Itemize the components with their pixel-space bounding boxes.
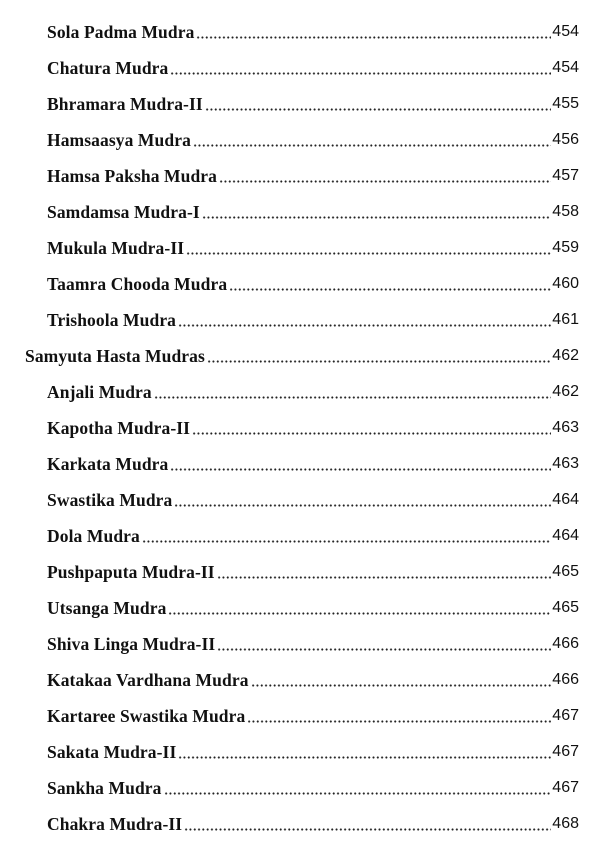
dot-leader: [170, 61, 551, 75]
toc-entry-title: Sola Padma Mudra: [47, 21, 195, 42]
toc-entry[interactable]: [47, 734, 579, 770]
toc-section-entry[interactable]: [25, 338, 579, 374]
toc-entry-page: 455: [552, 95, 579, 112]
toc-entry[interactable]: [47, 770, 579, 806]
dot-leader: [154, 385, 552, 399]
toc-entry-page: 467: [552, 779, 579, 796]
toc-entry-title: Sakata Mudra-II: [47, 741, 177, 762]
dot-leader: [192, 421, 551, 435]
toc-entry-page: 466: [552, 671, 579, 688]
toc-entry[interactable]: [47, 554, 579, 590]
toc-entry-page: 462: [552, 383, 579, 400]
toc-entry-title: Kartaree Swastika Mudra: [47, 705, 246, 726]
dot-leader: [193, 133, 551, 147]
toc-entry-page: 468: [552, 815, 579, 832]
dot-leader: [164, 781, 552, 795]
toc-entry-title: Dola Mudra: [47, 525, 140, 546]
toc-entry-title: Samyuta Hasta Mudras: [25, 345, 205, 366]
dot-leader: [219, 169, 551, 183]
dot-leader: [170, 457, 551, 471]
toc-entry-page: 466: [552, 635, 579, 652]
toc-entry[interactable]: [47, 230, 579, 266]
toc-entry[interactable]: [47, 266, 579, 302]
dot-leader: [247, 709, 551, 723]
toc-entry-page: 463: [552, 419, 579, 436]
toc-entry-page: 456: [552, 131, 579, 148]
toc-entry-page: 461: [552, 311, 579, 328]
toc-entry-page: 463: [552, 455, 579, 472]
toc-entry-page: 459: [552, 239, 579, 256]
toc-entry[interactable]: [47, 374, 579, 410]
toc-entry[interactable]: [47, 302, 579, 338]
toc-entry-title: Chatura Mudra: [47, 57, 169, 78]
toc-entry-title: Pushpaputa Mudra-II: [47, 561, 215, 582]
dot-leader: [142, 529, 551, 543]
dot-leader: [205, 97, 552, 111]
toc-entry-title: Katakaa Vardhana Mudra: [47, 669, 249, 690]
toc-entry-page: 462: [552, 347, 579, 364]
toc-entry-title: Hamsaasya Mudra: [47, 129, 191, 150]
toc-entry[interactable]: [47, 806, 579, 842]
dot-leader: [178, 745, 551, 759]
toc-entry-title: Bhramara Mudra-II: [47, 93, 203, 114]
toc-entry[interactable]: [47, 446, 579, 482]
dot-leader: [178, 313, 551, 327]
toc-entry[interactable]: [47, 482, 579, 518]
toc-entry[interactable]: [47, 14, 579, 50]
dot-leader: [186, 241, 551, 255]
toc-entry-page: 457: [552, 167, 579, 184]
toc-entry-page: 458: [552, 203, 579, 220]
toc-entry[interactable]: [47, 122, 579, 158]
toc-entry-title: Utsanga Mudra: [47, 597, 167, 618]
toc-entry-title: Sankha Mudra: [47, 777, 162, 798]
toc-entry[interactable]: [47, 518, 579, 554]
toc-entry-page: 465: [552, 563, 579, 580]
dot-leader: [174, 493, 551, 507]
toc-entry[interactable]: [47, 50, 579, 86]
toc-entry-title: Hamsa Paksha Mudra: [47, 165, 218, 186]
toc-entry[interactable]: [47, 626, 579, 662]
dot-leader: [251, 673, 552, 687]
dot-leader: [217, 565, 552, 579]
toc-entry-page: 454: [552, 59, 579, 76]
toc-entry-page: 460: [552, 275, 579, 292]
toc-entry-title: Samdamsa Mudra-I: [47, 201, 200, 222]
toc-entry[interactable]: [47, 662, 579, 698]
dot-leader: [207, 349, 551, 363]
dot-leader: [196, 25, 551, 39]
toc-entry-title: Taamra Chooda Mudra: [47, 273, 228, 294]
toc-entry[interactable]: [47, 158, 579, 194]
toc-entry-title: Anjali Mudra: [47, 381, 152, 402]
toc-entry-title: Trishoola Mudra: [47, 309, 177, 330]
dot-leader: [202, 205, 552, 219]
toc-entry[interactable]: [47, 590, 579, 626]
toc-entry-page: 467: [552, 743, 579, 760]
dot-leader: [217, 637, 551, 651]
dot-leader: [168, 601, 551, 615]
toc-entry-title: Mukula Mudra-II: [47, 237, 185, 258]
dot-leader: [184, 817, 551, 831]
toc-entry-title: Kapotha Mudra-II: [47, 417, 191, 438]
dot-leader: [229, 277, 551, 291]
toc-entry-page: 454: [552, 23, 579, 40]
toc-entry-page: 465: [552, 599, 579, 616]
toc-entry[interactable]: [47, 698, 579, 734]
toc-entry-title: Chakra Mudra-II: [47, 813, 183, 834]
toc-entry-title: Shiva Linga Mudra-II: [47, 633, 216, 654]
toc-entry[interactable]: [47, 194, 579, 230]
toc-entry[interactable]: [47, 86, 579, 122]
toc-entry-page: 467: [552, 707, 579, 724]
toc-entry[interactable]: [47, 410, 579, 446]
toc-entry-page: 464: [552, 527, 579, 544]
toc-entry-title: Karkata Mudra: [47, 453, 169, 474]
toc-entry-title: Swastika Mudra: [47, 489, 173, 510]
toc-entry-page: 464: [552, 491, 579, 508]
